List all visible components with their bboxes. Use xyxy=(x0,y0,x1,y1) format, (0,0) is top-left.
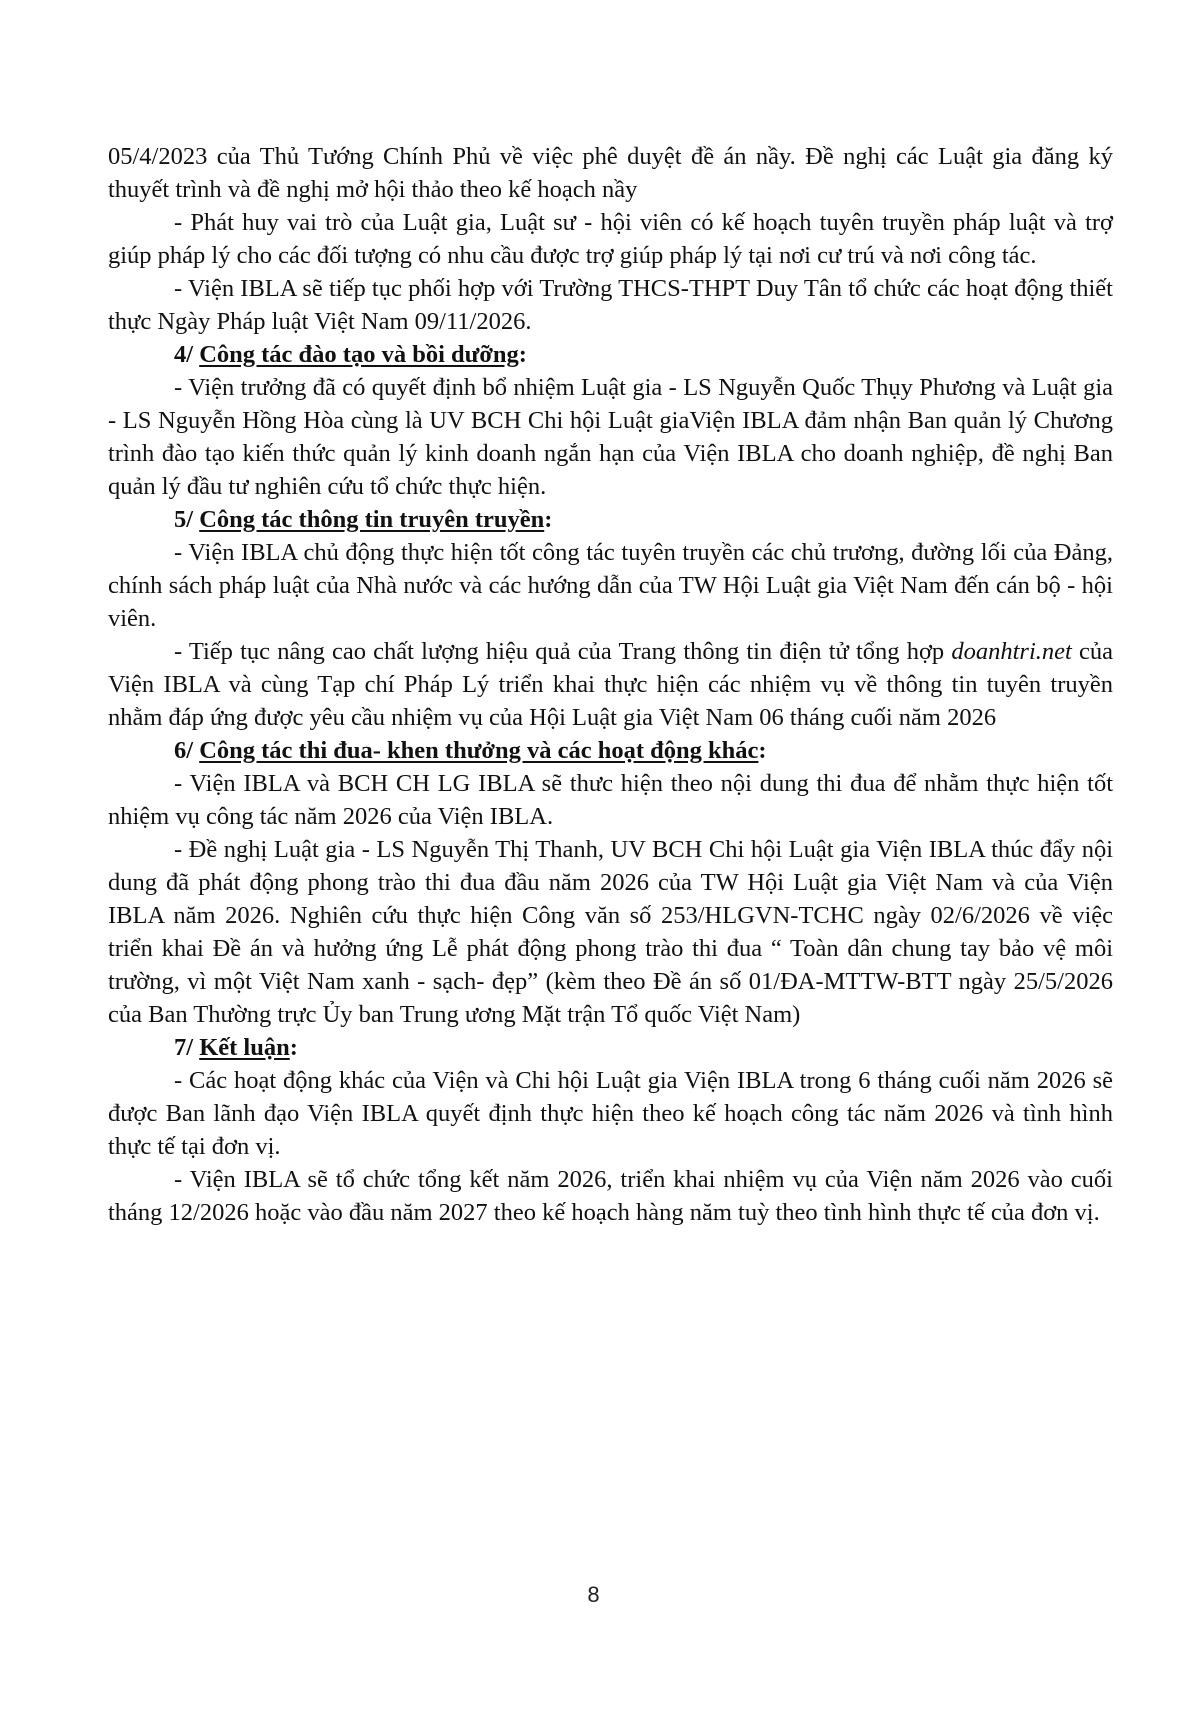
section6-item-2: - Đề nghị Luật gia - LS Nguyễn Thị Thanh, UV BCH Chi hội Luật gia Viện IBLA thúc đẩy nội dung đã phát động phong trào thi đua đầu năm 2026 của TW Hội Luật gia Việt Nam và của Viện IBLA năm 2026. Nghiên cứu thực hiện Công văn số 253/HLGVN-TCHC ngày 02/6/2026 về việc triển khai Đề án và hưởng ứng Lễ phát động phong trào thi đua “ Toàn dân chung tay bảo vệ môi trường, vì một Việt Nam xanh - sạch- đẹp” (kèm theo Đề án số 01/ĐA-MTTW-BTT ngày 25/5/2026 của Ban Thường trực Ủy ban Trung ương Mặt trận Tổ quốc Việt Nam) xyxy=(108,836,1113,1028)
section7-heading xyxy=(108,1031,1113,1064)
section7-title: Kết luận xyxy=(199,1034,290,1061)
section5-number: 5/ xyxy=(174,506,200,533)
website-name: doanhtri.net xyxy=(951,638,1072,665)
section7-item-1: - Các hoạt động khác của Viện và Chi hội Luật gia Viện IBLA trong 6 tháng cuối năm 2026 sẽ được Ban lãnh đạo Viện IBLA quyết định thực hiện theo kế hoạch công tác năm 2026 và tình hình thực tế tại đơn vị. xyxy=(108,1067,1113,1160)
section6-colon: : xyxy=(758,737,767,764)
section6-item-1: - Viện IBLA và BCH CH LG IBLA sẽ thưc hiện theo nội dung thi đua để nhằm thực hiện tốt nhiệm vụ công tác năm 2026 của Viện IBLA. xyxy=(108,770,1113,830)
section3-item-2: - Viện IBLA sẽ tiếp tục phối hợp với Trường THCS-THPT Duy Tân tổ chức các hoạt động thiết thực Ngày Pháp luật Việt Nam 09/11/2026. xyxy=(108,275,1113,335)
section5-heading xyxy=(108,503,1113,536)
section5-title: Công tác thông tin truyên truyền xyxy=(199,506,545,533)
section4-item-1: - Viện trưởng đã có quyết định bổ nhiệm Luật gia - LS Nguyễn Quốc Thụy Phương và Luật gia - LS Nguyễn Hồng Hòa cùng là UV BCH Chi hội Luật giaViện IBLA đảm nhận Ban quản lý Chương trình đào tạo kiến thức quản lý kinh doanh ngắn hạn của Viện IBLA cho doanh nghiệp, đề nghị Ban quản lý đầu tư nghiên cứu tổ chức thực hiện. xyxy=(108,374,1113,500)
section7-item-2: - Viện IBLA sẽ tổ chức tổng kết năm 2026, triển khai nhiệm vụ của Viện năm 2026 vào cuối tháng 12/2026 hoặc vào đầu năm 2027 theo kế hoạch hàng năm tuỳ theo tình hình thực tế của đơn vị. xyxy=(108,1166,1113,1226)
section5-colon: : xyxy=(544,506,553,533)
intro-paragraph: 05/4/2023 của Thủ Tướng Chính Phủ về việc phê duyệt đề án nầy. Đề nghị các Luật gia đăng ký thuyết trình và đề nghị mở hội thảo theo kế hoạch nầy xyxy=(108,143,1113,203)
section6-heading xyxy=(108,734,1113,767)
section6-title: Công tác thi đua- khen thưởng và các hoạt động khác xyxy=(199,737,759,764)
section5-item-2-text-start: - Tiếp tục nâng cao chất lượng hiệu quả của Trang thông tin điện tử tổng hợp xyxy=(174,638,952,665)
section5-item-1: - Viện IBLA chủ động thực hiện tốt công tác tuyên truyền các chủ trương, đường lối của Đảng, chính sách pháp luật của Nhà nước và các hướng dẫn của TW Hội Luật gia Việt Nam đến cán bộ - hội viên. xyxy=(108,539,1113,632)
section7-colon: : xyxy=(289,1034,298,1061)
section4-heading xyxy=(108,338,1113,371)
document-body xyxy=(108,140,1113,1229)
section3-item-1: - Phát huy vai trò của Luật gia, Luật sư - hội viên có kế hoạch tuyên truyền pháp luật và trợ giúp pháp lý cho các đối tượng có nhu cầu được trợ giúp pháp lý tại nơi cư trú và nơi công tác. xyxy=(108,209,1113,269)
section5-item-2 xyxy=(108,635,1113,734)
page-number: 8 xyxy=(587,1582,600,1607)
section5-item-2-text-end: của Viện IBLA và cùng Tạp chí Pháp Lý triển khai thực hiện các nhiệm vụ về thông tin tuyên truyền nhằm đáp ứng được yêu cầu nhiệm vụ của Hội Luật gia Việt Nam 06 tháng cuối năm 2026 xyxy=(108,638,1114,731)
section4-number: 4/ xyxy=(174,341,200,368)
section6-number: 6/ xyxy=(174,737,200,764)
section4-title: Công tác đào tạo và bồi dưỡng xyxy=(199,341,519,368)
section7-number: 7/ xyxy=(174,1034,200,1061)
section4-colon: : xyxy=(518,341,527,368)
